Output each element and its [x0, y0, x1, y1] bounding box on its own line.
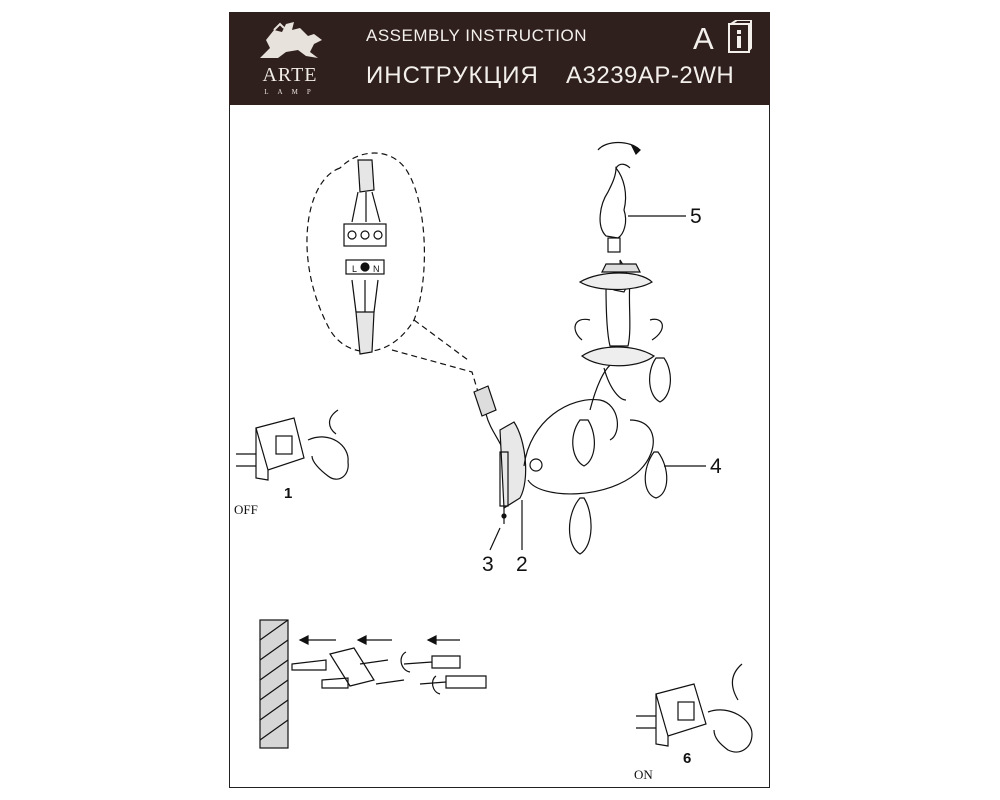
wire-top-n	[372, 192, 380, 222]
switch-off-label: OFF	[234, 502, 258, 517]
screwdriver-1	[404, 656, 460, 668]
wall-plate	[500, 422, 526, 508]
switch-on-wire	[636, 716, 656, 728]
terminal-label-n: N	[373, 264, 380, 274]
arrow-on	[733, 664, 743, 700]
terminal-block	[344, 224, 386, 246]
crystal-drop-2	[573, 420, 595, 466]
brand-subtitle: LAMP	[264, 88, 320, 96]
rotate-2	[433, 676, 440, 694]
leader-3	[490, 528, 500, 550]
connector-box	[474, 386, 496, 416]
bulb-5-tip	[616, 164, 630, 168]
switch-on-box	[656, 684, 706, 736]
title-english: ASSEMBLY INSTRUCTION	[366, 26, 587, 45]
scroll-left	[575, 319, 590, 340]
top-cup-base	[602, 264, 640, 272]
drip-cup	[582, 347, 654, 366]
ground-symbol	[361, 263, 369, 271]
bulb-5-base	[608, 238, 620, 252]
dowel-1	[292, 660, 326, 670]
model-number: A3239AP-2WH	[566, 62, 735, 89]
callout-5: 5	[690, 205, 702, 228]
lamp-arm	[524, 400, 617, 466]
candle-lower	[606, 282, 630, 346]
switch-on-rocker	[678, 702, 694, 720]
step-6-label: 6	[683, 750, 692, 767]
top-cup	[580, 273, 652, 290]
wire-top-l	[352, 192, 358, 222]
screwdriver-2	[420, 676, 486, 688]
switch-off-wire	[236, 454, 256, 466]
switch-on-label: ON	[634, 767, 653, 782]
terminal-label-l: L	[352, 264, 358, 274]
bubble-leader-2	[414, 320, 468, 360]
wire-top-sheath	[358, 160, 374, 192]
callout-3: 3	[482, 553, 494, 576]
step-1-label: 1	[284, 485, 293, 502]
callout-2: 2	[516, 553, 528, 576]
brand-name: ARTE	[262, 64, 318, 86]
lamp-arm-lower	[528, 420, 653, 494]
bracket-mount	[330, 648, 374, 686]
wire-bottom-n	[374, 280, 378, 312]
title-russian: ИНСТРУКЦИЯ	[366, 62, 539, 89]
switch-off-box	[256, 418, 304, 470]
scroll-right	[650, 319, 662, 340]
wire-bottom-l	[352, 280, 356, 312]
lower-cup-stem	[604, 368, 626, 400]
bulb-5	[600, 168, 626, 238]
switch-off-rocker	[276, 436, 292, 454]
screw-1	[360, 660, 388, 664]
rotate-1	[401, 652, 410, 672]
screw-2	[376, 680, 404, 684]
arm-joint	[530, 459, 542, 471]
language-letter: A	[693, 21, 714, 56]
hand-off	[308, 437, 348, 479]
crystal-drop-1	[650, 358, 671, 402]
callout-4: 4	[710, 455, 722, 478]
crystal-drop-4	[570, 498, 592, 554]
hand-on	[708, 710, 752, 752]
dowel-2	[322, 678, 348, 688]
wire-bottom-sheath	[356, 312, 374, 354]
wall-section	[260, 620, 288, 748]
arrow-off	[330, 410, 339, 434]
bubble-leader	[392, 350, 478, 392]
